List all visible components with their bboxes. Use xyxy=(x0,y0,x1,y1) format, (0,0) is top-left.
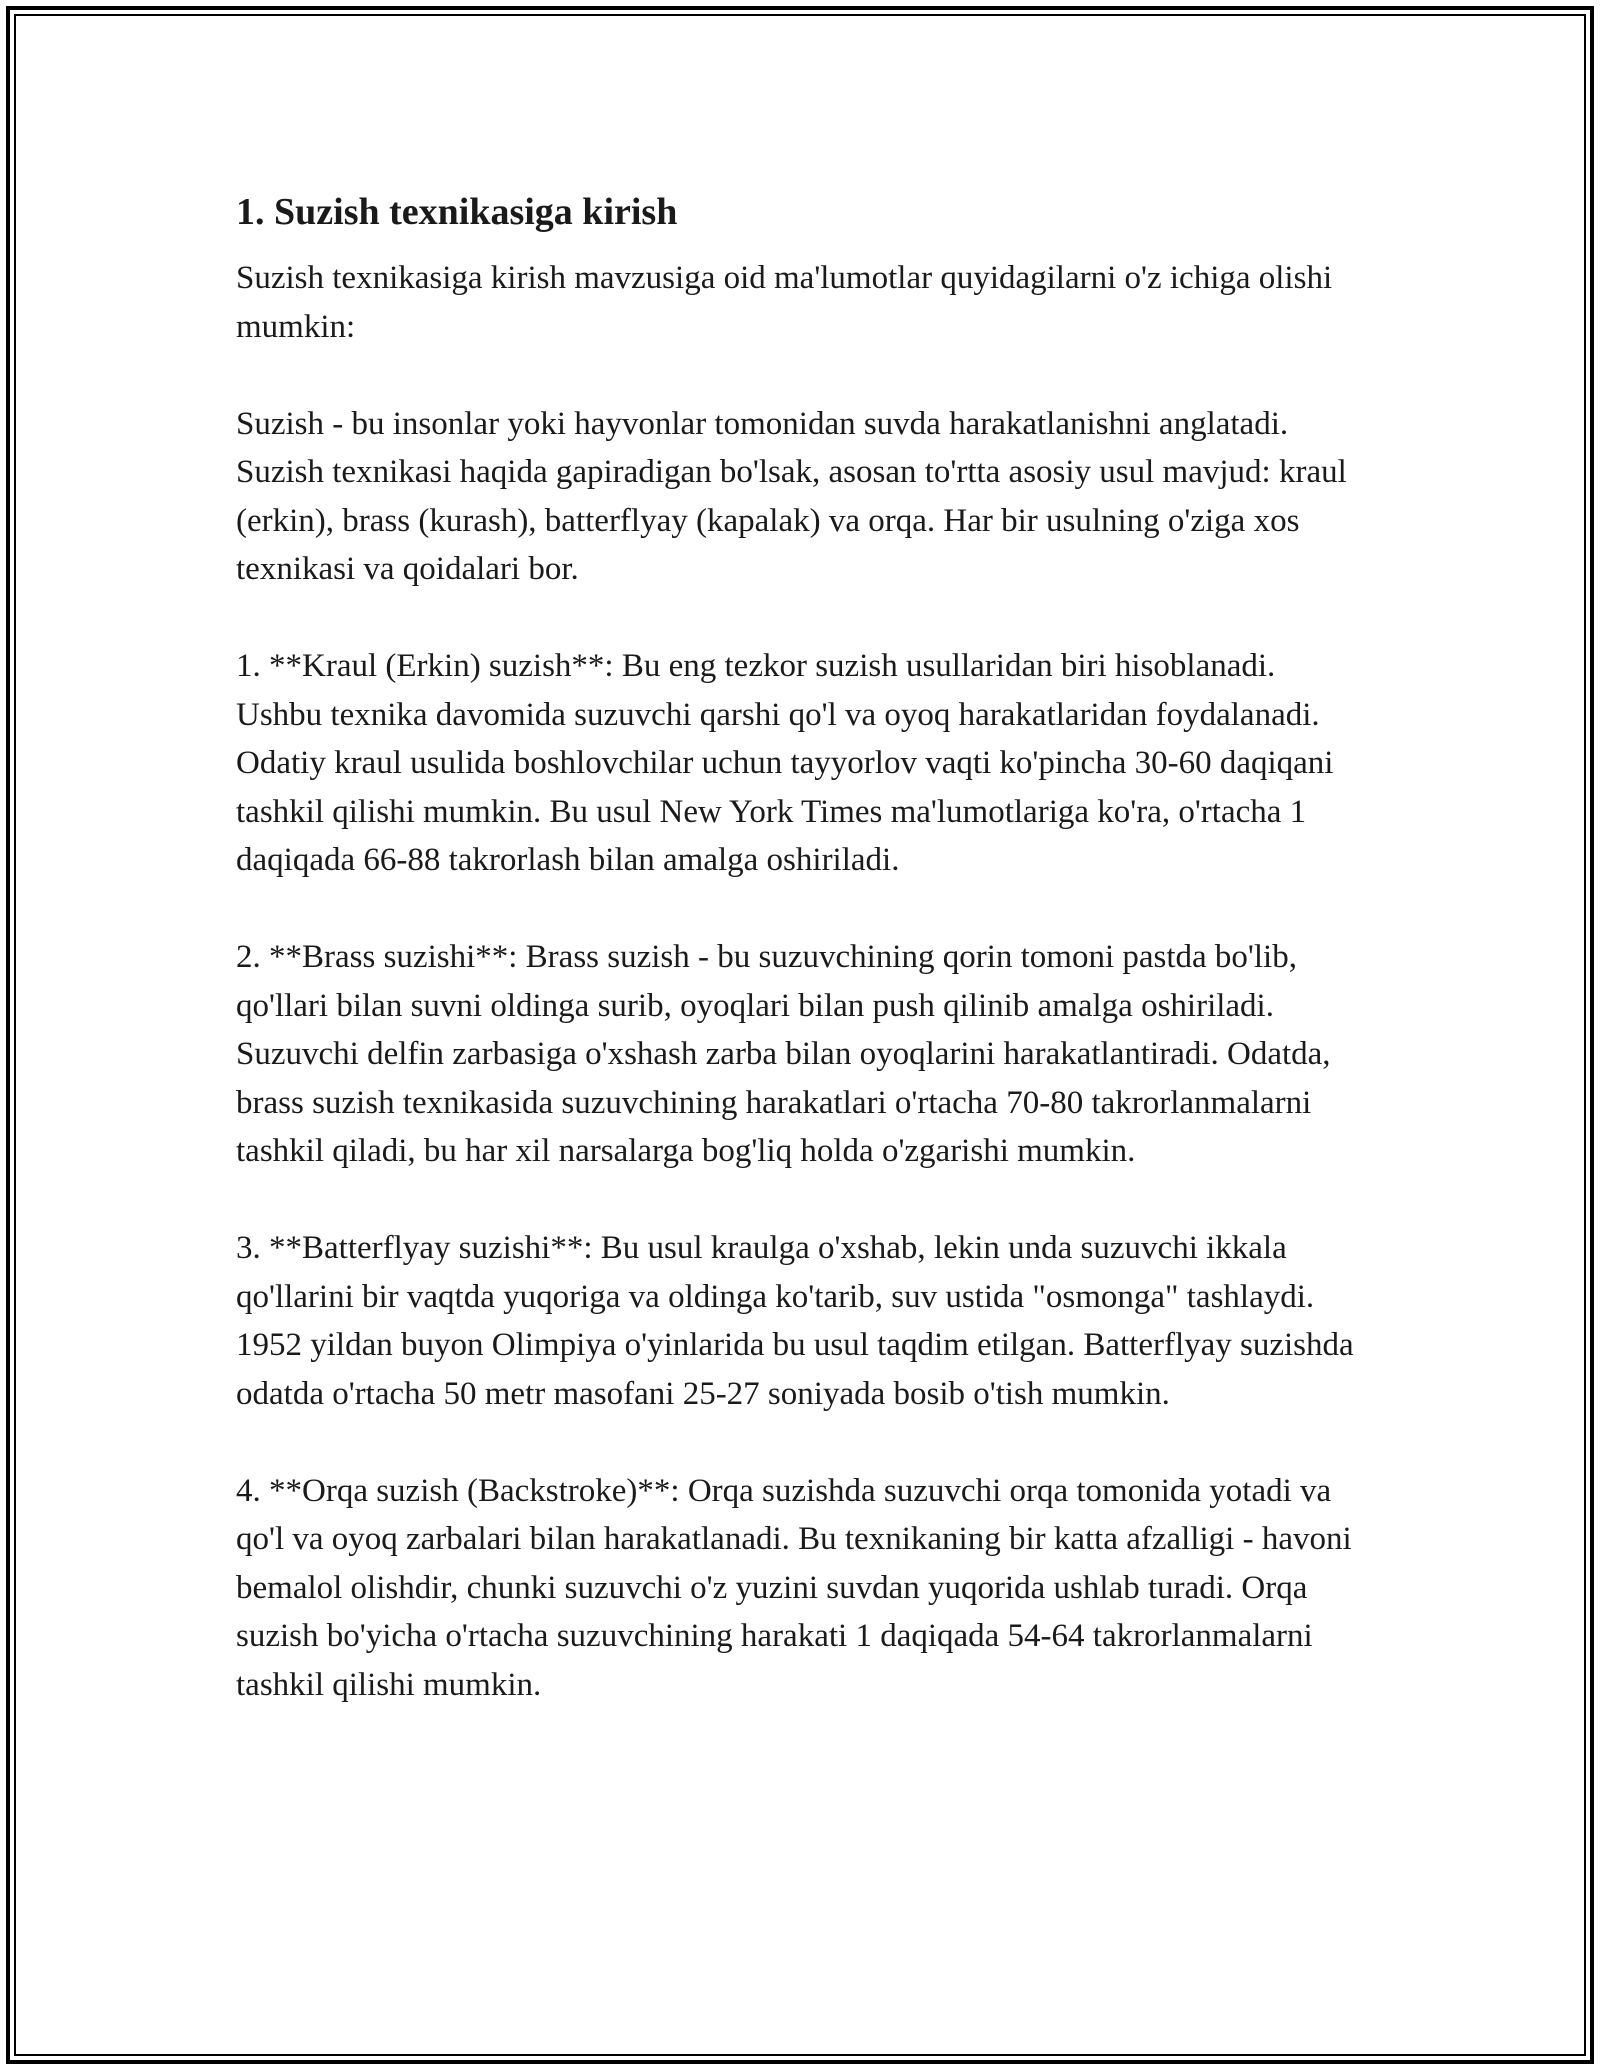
document-body xyxy=(236,186,1366,1758)
section-heading: 1. Suzish texnikasiga kirish xyxy=(236,191,678,233)
batterflyay-paragraph: 3. **Batterflyay suzishi**: Bu usul kraulga o'xshab, lekin unda suzuvchi ikkala qo'llarini bir vaqtda yuqoriga va oldinga ko'tarib, suv ustida "osmonga" tashlaydi. 1952 yildan buyon Olimpiya o'yinlarida bu usul taqdim etilgan. Batterflyay suzishda odatda o'rtacha 50 metr masofani 25-27 soniyada bosib o'tish mumkin. xyxy=(236,1230,1354,1412)
backstroke-paragraph: 4. **Orqa suzish (Backstroke)**: Orqa suzishda suzuvchi orqa tomonida yotadi va qo'l va oyoq zarbalari bilan harakatlanadi. Bu texnikaning bir katta afzalligi - havoni bemalol olishdir, chunki suzuvchi o'z yuzini suvdan yuqorida ushlab turadi. Orqa suzish bo'yicha o'rtacha suzuvchining harakati 1 daqiqada 54-64 takrorlanmalarni tashkil qilishi mumkin. xyxy=(236,1472,1352,1703)
overview-paragraph: Suzish - bu insonlar yoki hayvonlar tomonidan suvda harakatlanishni anglatadi. Suzish texnikasi haqida gapiradigan bo'lsak, asosan to'rtta asosiy usul mavjud: kraul (erkin), brass (kurash), batterflyay (kapalak) va orqa. Har bir usulning o'ziga xos texnikasi va qoidalari bor. xyxy=(236,405,1347,587)
intro-paragraph: Suzish texnikasiga kirish mavzusiga oid ma'lumotlar quyidagilarni o'z ichiga olishi mumkin: xyxy=(236,260,1333,345)
kraul-paragraph: 1. **Kraul (Erkin) suzish**: Bu eng tezkor suzish usullaridan biri hisoblanadi. Ushbu texnika davomida suzuvchi qarshi qo'l va oyoq harakatlaridan foydalanadi. Odatiy kraul usulida boshlovchilar uchun tayyorlov vaqti ko'pincha 30-60 daqiqani tashkil qilishi mumkin. Bu usul New York Times ma'lumotlariga ko'ra, o'rtacha 1 daqiqada 66-88 takrorlash bilan amalga oshiriladi. xyxy=(236,648,1334,878)
brass-paragraph: 2. **Brass suzishi**: Brass suzish - bu suzuvchining qorin tomoni pastda bo'lib, qo'llari bilan suvni oldinga surib, oyoqlari bilan push qilinib amalga oshiriladi. Suzuvchi delfin zarbasiga o'xshash zarba bilan oyoqlarini harakatlantiradi. Odatda, brass suzish texnikasida suzuvchining harakatlari o'rtacha 70-80 takrorlanmalarni tashkil qiladi, bu har xil narsalarga bog'liq holda o'zgarishi mumkin. xyxy=(236,939,1331,1169)
